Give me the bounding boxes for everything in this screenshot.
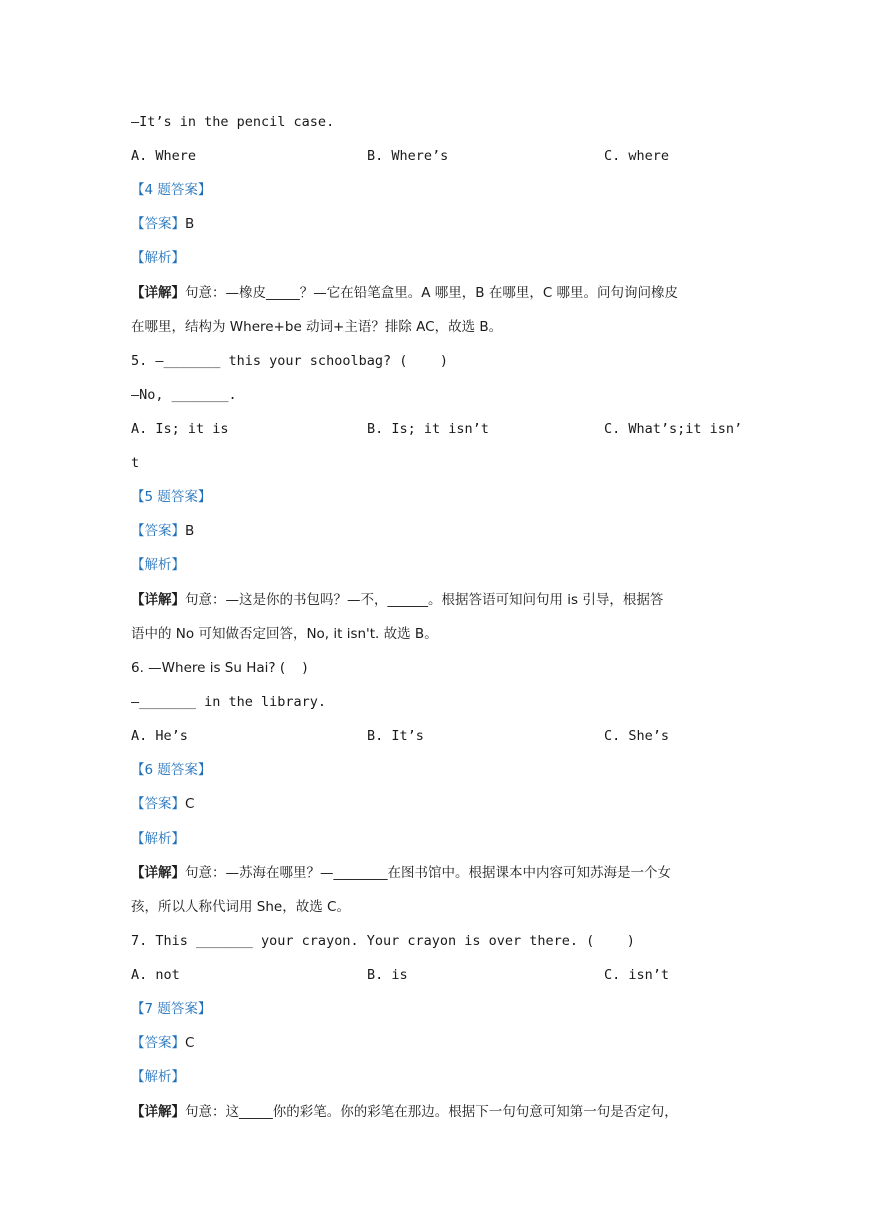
q6-analysis-heading: 【解析】 (131, 831, 185, 847)
q5-detail-line-2: 语中的 No 可知做否定回答，No, it isn't. 故选 B。 (131, 626, 438, 642)
q7-option-c: C. isn’t (604, 967, 670, 983)
detail-label: 【详解】 (131, 592, 185, 608)
q4-answer-heading: 【4 题答案】 (131, 182, 212, 198)
q6-option-a: A. He’s (131, 728, 188, 744)
q4-option-c: C. where (604, 148, 670, 164)
q6-reply: —_______ in the library. (131, 694, 327, 710)
q5-answer-heading: 【5 题答案】 (131, 489, 212, 505)
q5-detail-line-1 (131, 590, 663, 610)
q7-option-a: A. not (131, 967, 180, 983)
q7-question: 7. This _______ your crayon. Your crayon is over there. ( ) (131, 933, 635, 949)
q5-reply: —No, _______. (131, 387, 237, 403)
q5-option-a: A. Is; it is (131, 421, 229, 437)
q5-answer (131, 521, 194, 541)
detail-label: 【详解】 (131, 865, 185, 881)
answer-label: 【答案】 (131, 796, 185, 812)
q7-analysis-heading: 【解析】 (131, 1069, 185, 1085)
q4-option-a: A. Where (131, 148, 197, 164)
q6-answer-heading: 【6 题答案】 (131, 762, 212, 778)
q6-option-b: B. It’s (367, 728, 424, 744)
answer-label: 【答案】 (131, 523, 185, 539)
q6-answer (131, 794, 194, 814)
q7-detail-line-1 (131, 1102, 678, 1122)
q7-answer (131, 1033, 194, 1053)
q4-answer (131, 214, 194, 234)
q6-detail-line-1 (131, 863, 671, 883)
q4-detail-line-1 (131, 283, 678, 303)
answer-value: B (185, 523, 195, 539)
detail-text: 句意：这_____你的彩笔。你的彩笔在那边。根据下一句句意可知第一句是否定句， (185, 1104, 678, 1120)
answer-value: B (185, 216, 195, 232)
q7-option-b: B. is (367, 967, 408, 983)
q4-reply: —It’s in the pencil case. (131, 114, 335, 130)
detail-text: 句意：—苏海在哪里？—________在图书馆中。根据课本中内容可知苏海是一个女 (185, 865, 671, 881)
q6-question: 6. —Where is Su Hai? ( ) (131, 660, 308, 676)
q4-option-b: B. Where’s (367, 148, 449, 164)
answer-label: 【答案】 (131, 1035, 185, 1051)
q6-option-c: C. She’s (604, 728, 670, 744)
answer-value: C (185, 796, 195, 812)
q4-detail-line-2: 在哪里，结构为 Where+be 动词+主语？排除 AC，故选 B。 (131, 319, 503, 335)
answer-label: 【答案】 (131, 216, 185, 232)
detail-label: 【详解】 (131, 285, 185, 301)
q5-analysis-heading: 【解析】 (131, 557, 185, 573)
answer-value: C (185, 1035, 195, 1051)
detail-label: 【详解】 (131, 1104, 185, 1120)
detail-text: 句意：—橡皮_____？—它在铅笔盒里。A 哪里，B 在哪里，C 哪里。问句询问橡皮 (185, 285, 679, 301)
q7-answer-heading: 【7 题答案】 (131, 1001, 212, 1017)
q5-option-b: B. Is; it isn’t (367, 421, 489, 437)
detail-text: 句意：—这是你的书包吗？—不，______。根据答语可知问句用 is 引导，根据答 (185, 592, 664, 608)
q5-option-c-wrap: t (131, 455, 140, 471)
q4-analysis-heading: 【解析】 (131, 250, 185, 266)
q5-option-c: C. What’s;it isn’ (604, 421, 743, 437)
q5-question: 5. —_______ this your schoolbag? ( ) (131, 353, 448, 369)
q6-detail-line-2: 孩，所以人称代词用 She，故选 C。 (131, 899, 350, 915)
